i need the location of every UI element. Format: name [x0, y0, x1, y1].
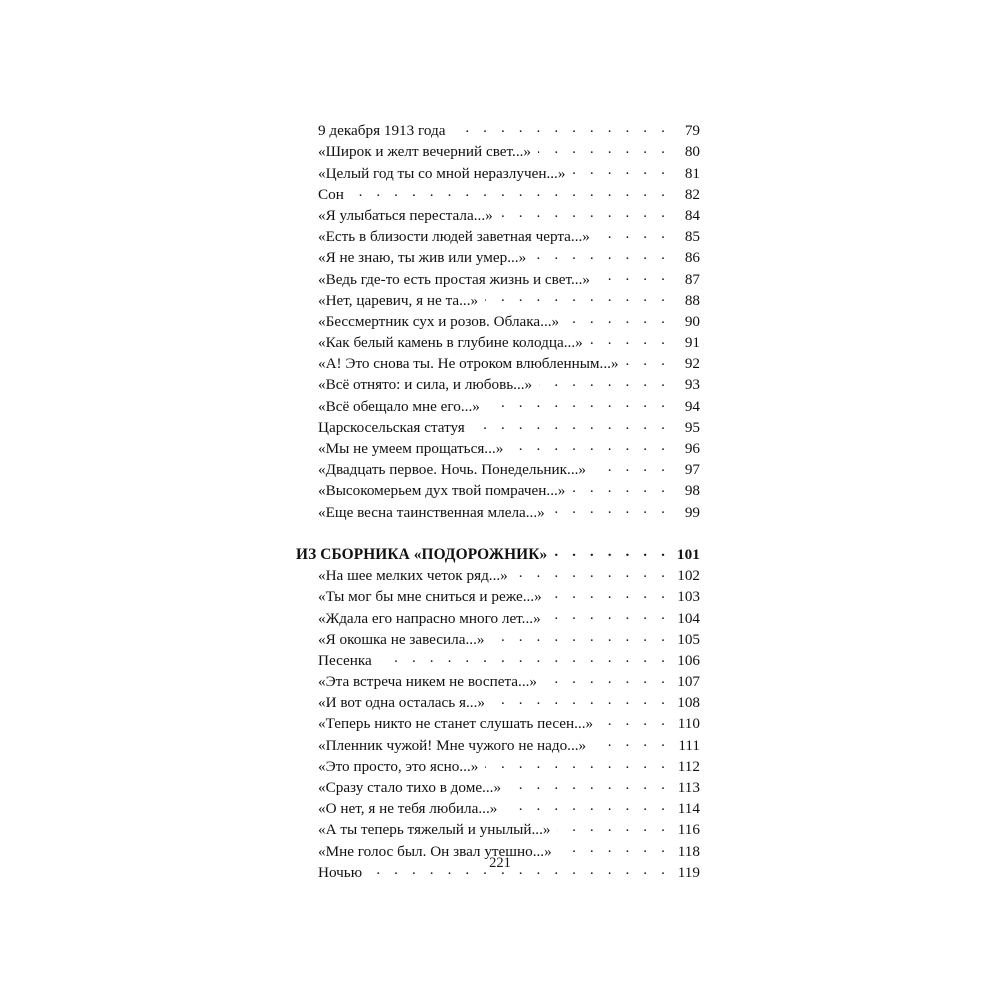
toc-entry-title: «Теперь никто не станет слушать песен...»: [318, 715, 594, 733]
toc-section-heading: [296, 544, 700, 565]
toc-entry-page-number: 116: [677, 821, 700, 839]
toc-entry-page-number: 94: [684, 397, 700, 415]
dot-leader: [485, 756, 670, 771]
toc-entry: [296, 247, 700, 268]
dot-leader: [487, 395, 670, 410]
toc-entry-page-number: 93: [684, 376, 700, 394]
toc-entry: [296, 480, 700, 501]
toc-entry-page-number: 90: [684, 312, 700, 330]
dot-leader: [626, 353, 670, 368]
toc-entry: [296, 268, 700, 289]
dot-leader: [515, 565, 670, 580]
dot-leader: [572, 480, 670, 495]
toc-entry-page-number: 102: [677, 567, 700, 585]
toc-entry-page-number: 104: [677, 609, 700, 627]
toc-entry-page-number: 119: [677, 863, 700, 881]
toc-entry: [296, 374, 700, 395]
toc-entry-page-number: 80: [684, 143, 700, 161]
toc-entry: [296, 777, 700, 798]
toc-entry-title: «Я улыбаться перестала...»: [318, 206, 493, 224]
dot-leader: [351, 184, 670, 199]
toc-entry: [296, 692, 700, 713]
toc-entry: [296, 798, 700, 819]
toc-entry-page-number: 105: [677, 630, 700, 648]
toc-entry-title: «Еще весна таинственная млела...»: [318, 503, 545, 521]
toc-entry-page-number: 106: [677, 651, 700, 669]
dot-leader: [510, 438, 670, 453]
toc-entry: [296, 353, 700, 374]
toc-entry-title: «Я не знаю, ты жив или умер...»: [318, 249, 527, 267]
toc-entry: [296, 141, 700, 162]
toc-entry-page-number: 84: [684, 206, 700, 224]
toc-entry: [296, 205, 700, 226]
dot-leader: [492, 692, 670, 707]
toc-entry: [296, 734, 700, 755]
dot-leader: [590, 332, 670, 347]
toc-entry-title: «Ведь где-то есть простая жизнь и свет...»: [318, 270, 590, 288]
toc-entry: [296, 607, 700, 628]
dot-leader: [600, 713, 670, 728]
toc-entry-page-number: 86: [684, 249, 700, 267]
toc-entry-page-number: 95: [684, 418, 700, 436]
toc-entry-title: «Целый год ты со мной неразлучен...»: [318, 164, 566, 182]
toc-entry-page-number: 110: [677, 715, 700, 733]
toc-entry: [296, 586, 700, 607]
toc-entry: [296, 671, 700, 692]
toc-entry-page-number: 98: [684, 482, 700, 500]
dot-leader: [572, 162, 670, 177]
table-of-contents: [296, 120, 700, 883]
dot-leader: [552, 501, 670, 516]
toc-entry-page-number: 99: [684, 503, 700, 521]
dot-leader: [544, 671, 670, 686]
toc-entry: [296, 417, 700, 438]
toc-entry: [296, 438, 700, 459]
dot-leader: [504, 798, 670, 813]
toc-entry-title: «Мне голос был. Он звал утешно...»: [318, 842, 552, 860]
toc-entry-title: «Пленник чужой! Мне чужого не надо...»: [318, 736, 587, 754]
toc-entry-page-number: 111: [678, 736, 700, 754]
dot-leader: [508, 777, 670, 792]
toc-entry-page-number: 103: [677, 588, 700, 606]
toc-entry: [296, 120, 700, 141]
toc-entry-page-number: 96: [684, 440, 700, 457]
toc-entry: [296, 501, 700, 522]
dot-leader: [559, 840, 670, 855]
dot-leader: [500, 205, 670, 220]
toc-entry-title: «Двадцать первое. Ночь. Понедельник...»: [318, 461, 587, 479]
toc-entry: [296, 311, 700, 332]
toc-entry-title: «Это просто, это ясно...»: [318, 757, 479, 775]
toc-entry-title: «Бессмертник сух и розов. Облака...»: [318, 312, 560, 330]
toc-entry-title: «Высокомерьем дух твой помрачен...»: [318, 482, 566, 500]
dot-leader: [539, 374, 670, 389]
toc-entry-title: «Я окошка не завесила...»: [318, 630, 485, 648]
toc-entry: [296, 332, 700, 353]
toc-entry: [296, 226, 700, 247]
toc-entry-title: «Сразу стало тихо в доме...»: [318, 779, 502, 797]
dot-leader: [557, 819, 670, 834]
dot-leader: [491, 629, 670, 644]
toc-entry-page-number: 88: [684, 291, 700, 309]
toc-entry-page-number: 85: [684, 228, 700, 246]
toc-entry-page-number: 114: [677, 800, 700, 818]
toc-entry: [296, 819, 700, 840]
dot-leader: [548, 607, 670, 622]
toc-entry-page-number: 87: [684, 270, 700, 288]
toc-entry-page-number: 91: [684, 334, 700, 352]
dot-leader: [593, 734, 670, 749]
toc-entry-title: «А! Это снова ты. Не отроком влюбленным...»: [318, 355, 619, 373]
toc-entry-title: «Всё обещало мне его...»: [318, 397, 480, 415]
toc-section: [296, 120, 700, 523]
toc-entry-title: «Как белый камень в глубине колодца...»: [318, 334, 583, 352]
dot-leader: [538, 141, 670, 156]
toc-entry: [296, 395, 700, 416]
toc-entry-title: «Нет, царевич, я не та...»: [318, 291, 479, 309]
toc-entry-page-number: 118: [677, 842, 700, 860]
toc-entry: [296, 650, 700, 671]
toc-entry-page-number: 92: [684, 355, 700, 373]
dot-leader: [472, 417, 670, 432]
toc-entry-title: «Широк и желт вечерний свет...»: [318, 143, 532, 161]
dot-leader: [379, 650, 670, 665]
toc-entry: [296, 162, 700, 183]
toc-entry-title: Песенка: [318, 651, 372, 669]
toc-entry: [296, 290, 700, 311]
dot-leader: [597, 226, 670, 241]
toc-entry-title: «Ты мог бы мне сниться и реже...»: [318, 588, 542, 606]
toc-entry-page-number: 97: [684, 461, 700, 479]
toc-entry: [296, 459, 700, 480]
dot-leader: [554, 544, 670, 559]
toc-section-heading-title: ИЗ СБОРНИКА «ПОДОРОЖНИК»: [296, 545, 548, 563]
toc-entry-title: Царскосельская статуя: [318, 418, 465, 436]
dot-leader: [533, 247, 670, 262]
toc-entry: [296, 756, 700, 777]
toc-section: [296, 544, 700, 883]
dot-leader: [485, 290, 670, 305]
toc-entry-title: «Всё отнято: и сила, и любовь...»: [318, 376, 533, 394]
toc-entry: [296, 184, 700, 205]
toc-entry-page-number: 112: [677, 757, 700, 775]
toc-entry: [296, 629, 700, 650]
dot-leader: [453, 120, 671, 135]
toc-entry-title: «Мы не умеем прощаться...»: [318, 440, 504, 457]
toc-entry-title: «На шее мелких четок ряд...»: [318, 567, 508, 585]
toc-entry-page-number: 107: [677, 673, 700, 691]
toc-entry: [296, 565, 700, 586]
toc-entry-title: «О нет, я не тебя любила...»: [318, 800, 498, 818]
toc-entry-title: Ночью: [318, 863, 363, 881]
toc-entry-title: «Есть в близости людей заветная черта...»: [318, 228, 590, 246]
toc-entry-title: «А ты теперь тяжелый и унылый...»: [318, 821, 551, 839]
toc-entry-title: «Эта встреча никем не воспета...»: [318, 673, 538, 691]
toc-entry-title: 9 декабря 1913 года: [318, 122, 446, 140]
toc-entry-page-number: 113: [677, 779, 700, 797]
dot-leader: [566, 311, 670, 326]
toc-section-heading-page-number: 101: [676, 545, 700, 563]
page-folio: 221: [489, 855, 511, 871]
dot-leader: [549, 586, 670, 601]
toc-entry: [296, 713, 700, 734]
toc-entry-page-number: 81: [684, 164, 700, 182]
toc-entry-page-number: 79: [684, 122, 700, 140]
toc-entry-page-number: 82: [684, 185, 700, 203]
toc-entry-title: «И вот одна осталась я...»: [318, 694, 485, 712]
toc-entry-page-number: 108: [677, 694, 700, 712]
toc-entry-title: «Ждала его напрасно много лет...»: [318, 609, 541, 627]
dot-leader: [597, 268, 670, 283]
toc-entry-title: Сон: [318, 185, 344, 203]
dot-leader: [593, 459, 670, 474]
